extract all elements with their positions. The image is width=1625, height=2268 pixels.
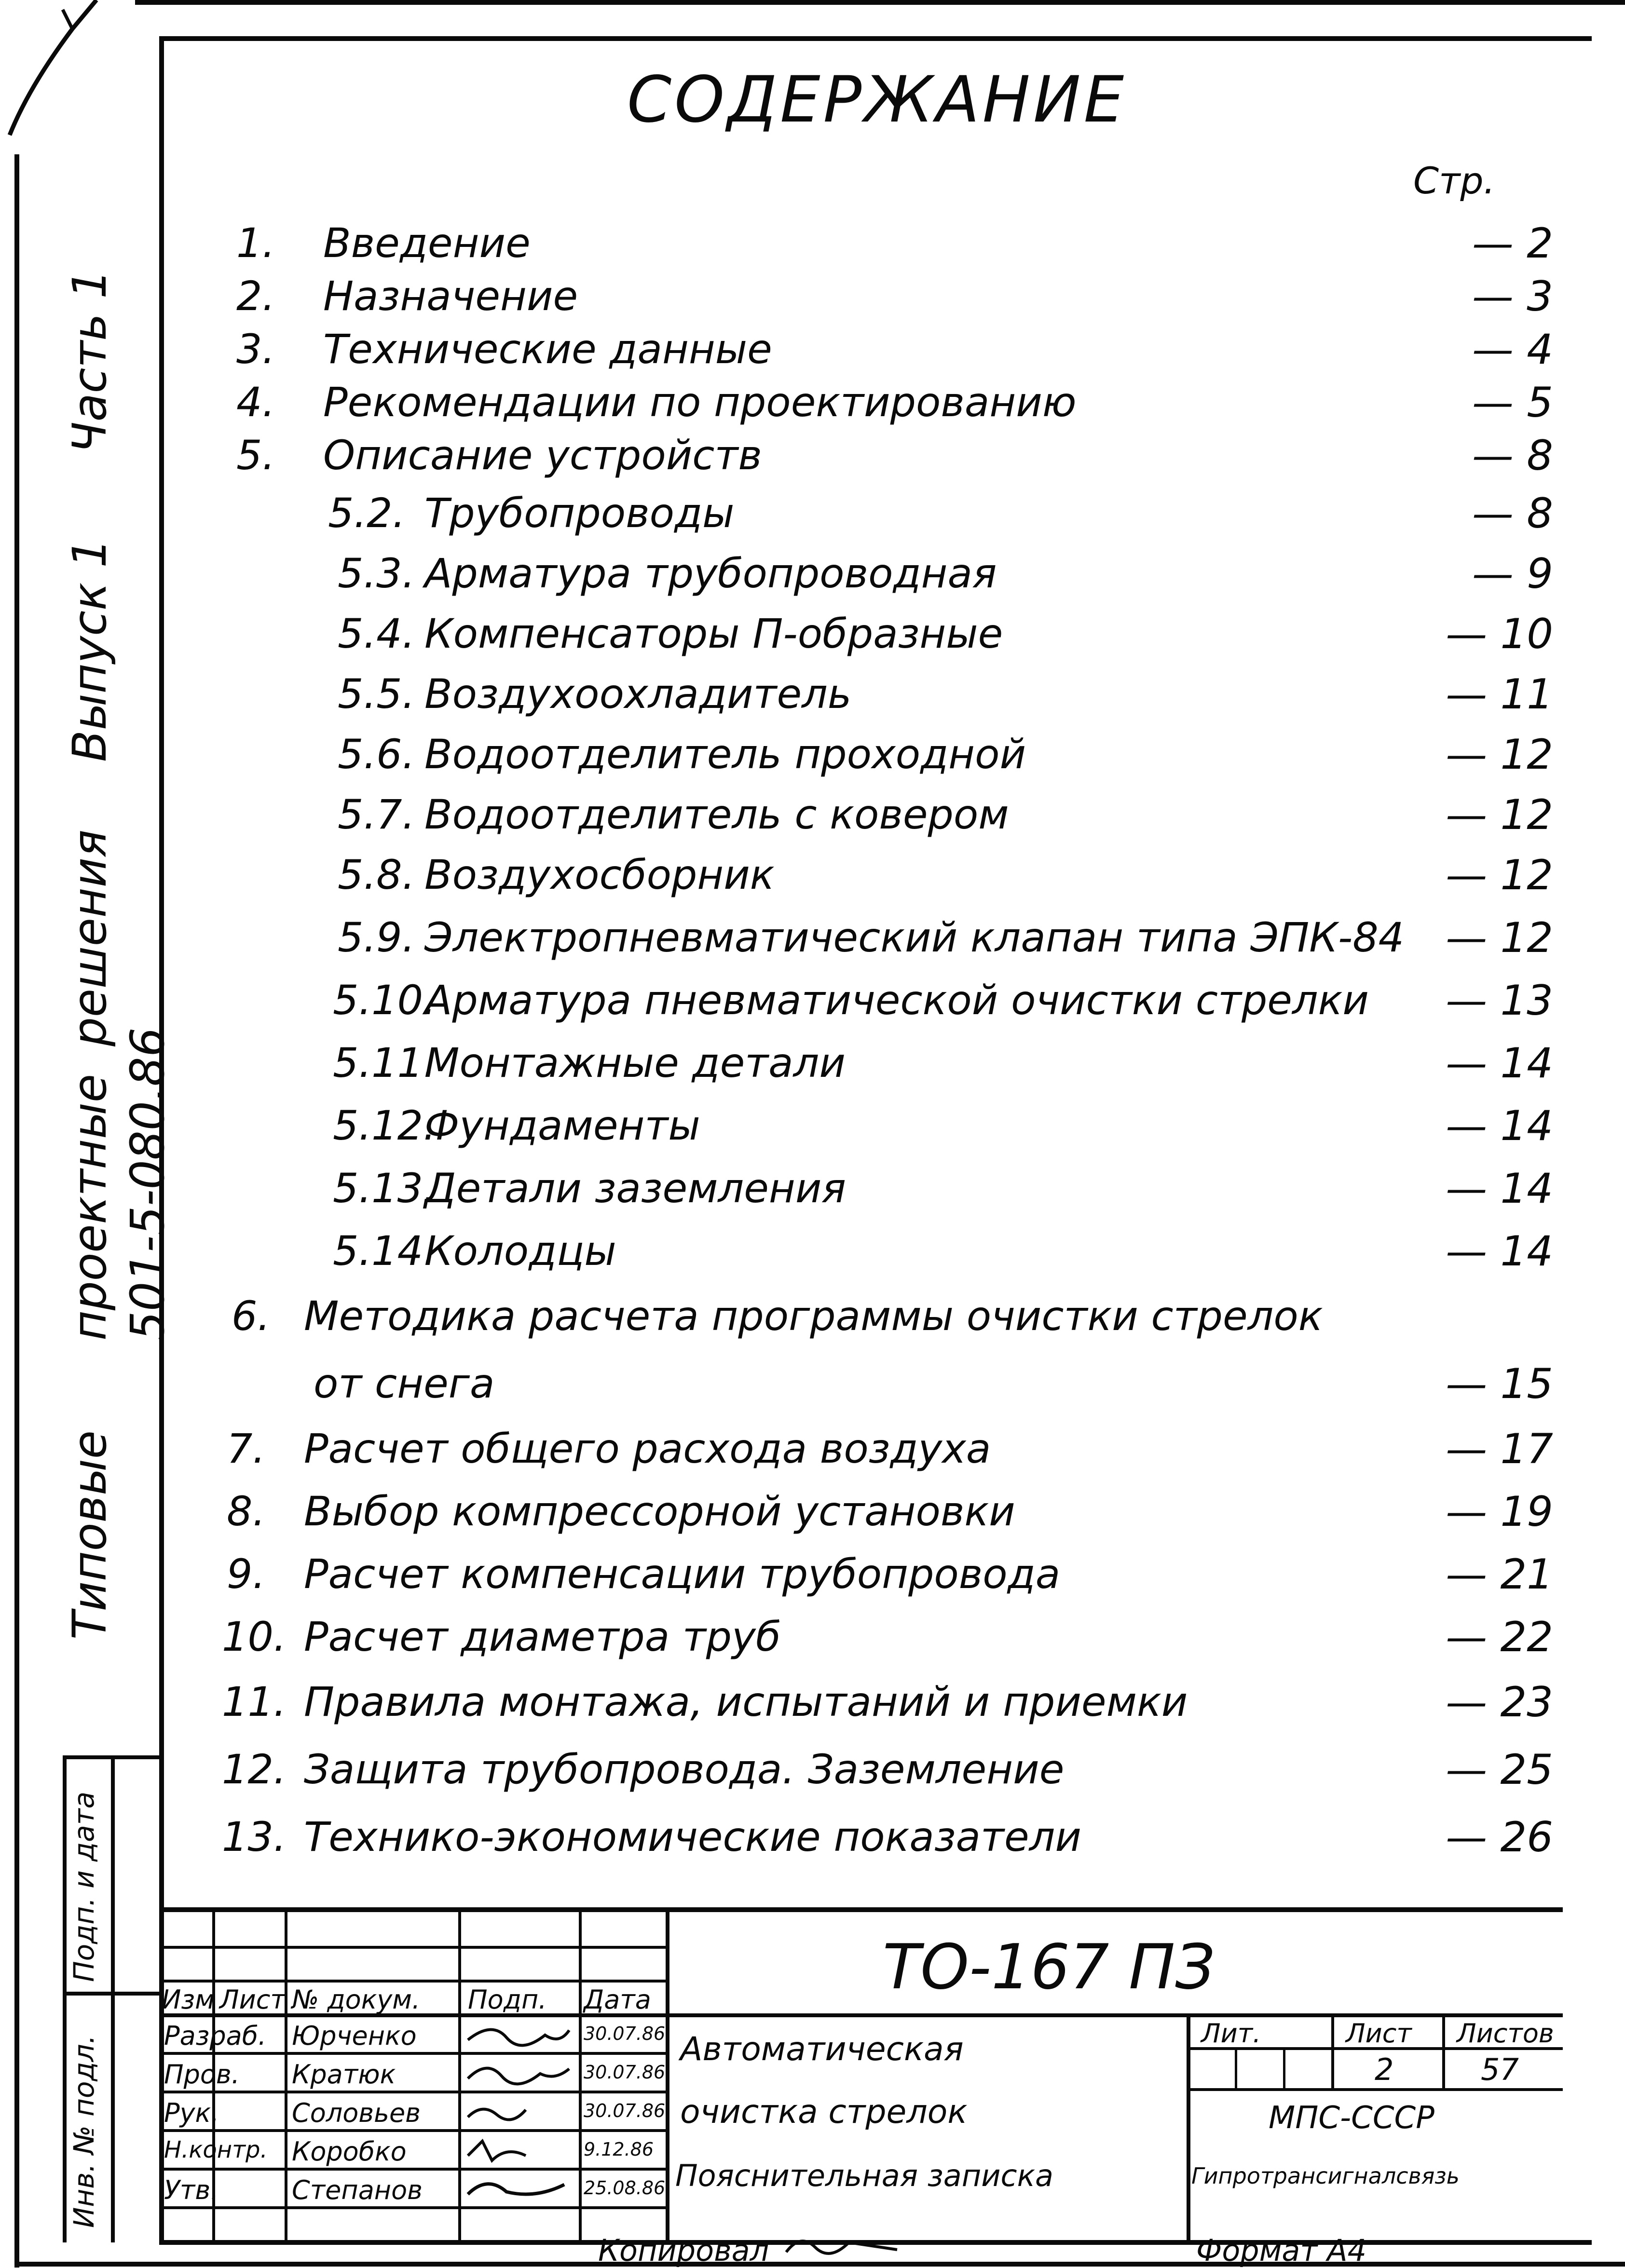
sheets-total: 57: [1481, 2052, 1519, 2087]
copied-by: Копировал: [598, 2233, 769, 2268]
col-header-date: Дата: [584, 1984, 651, 2015]
role-name: Степанов: [292, 2175, 423, 2205]
side-caption-part: Часть 1: [63, 269, 117, 453]
copier-signature: [781, 2228, 926, 2267]
page-title: СОДЕРЖАНИЕ: [627, 63, 1127, 137]
side-caption-issue: Выпуск 1: [63, 538, 117, 762]
left-border: [14, 154, 19, 2268]
col-header-change: Изм: [162, 1984, 215, 2015]
sheets-label: Листов: [1457, 2018, 1554, 2049]
organization-institute: Гипротрансигналсвязь: [1191, 2163, 1460, 2189]
role-label: Разраб.: [164, 2021, 267, 2051]
role-name: Соловьев: [292, 2098, 421, 2128]
side-caption-code: 501-5-080.86: [121, 1027, 175, 1341]
side-caption: [63, 193, 178, 1640]
sheet-number: 2: [1375, 2052, 1394, 2087]
role-date: 25.08.86: [584, 2177, 666, 2199]
page-column-label: Стр.: [1413, 159, 1495, 202]
role-name: Кратюк: [292, 2059, 396, 2090]
document-name-line1: Автоматическая: [680, 2030, 964, 2068]
lit-label: Лит.: [1201, 2018, 1261, 2049]
col-header-sign: Подп.: [468, 1984, 547, 2015]
sign-date-label: Подп. и дата: [68, 1791, 100, 1982]
role-name: Юрченко: [292, 2021, 417, 2051]
role-date: 30.07.86: [584, 2062, 666, 2083]
top-border: [135, 0, 1625, 5]
role-date: 30.07.86: [584, 2023, 666, 2044]
sheet-label: Лист: [1346, 2018, 1412, 2049]
document-name-line2: очистка стрелок: [680, 2093, 968, 2131]
side-caption-solutions: решения: [63, 829, 117, 1046]
role-label: Пров.: [164, 2059, 240, 2090]
side-caption-project: проектные: [63, 1073, 117, 1341]
side-caption-typical: Типовые: [63, 1430, 117, 1640]
role-label: Н.контр.: [164, 2136, 268, 2163]
title-block: [159, 1907, 1558, 2245]
inventory-number-label: Инв. № подл.: [68, 2035, 100, 2228]
col-header-doc-no: № докум.: [292, 1984, 421, 2015]
col-header-sheet: Лист: [219, 1984, 286, 2015]
document-type: Пояснительная записка: [675, 2158, 1054, 2193]
role-label: Рук.: [164, 2098, 219, 2128]
role-date: 30.07.86: [584, 2100, 666, 2121]
role-date: 9.12.86: [584, 2139, 654, 2160]
document-code: ТО-167 ПЗ: [883, 1931, 1215, 2003]
corner-mark: [0, 0, 154, 145]
paper-format: Формат А4: [1196, 2233, 1367, 2268]
organization-ministry: МПС-СССР: [1269, 2100, 1434, 2136]
signature-marks: [463, 2016, 574, 2209]
role-label: Утв.: [164, 2175, 219, 2205]
role-name: Коробко: [292, 2136, 407, 2167]
